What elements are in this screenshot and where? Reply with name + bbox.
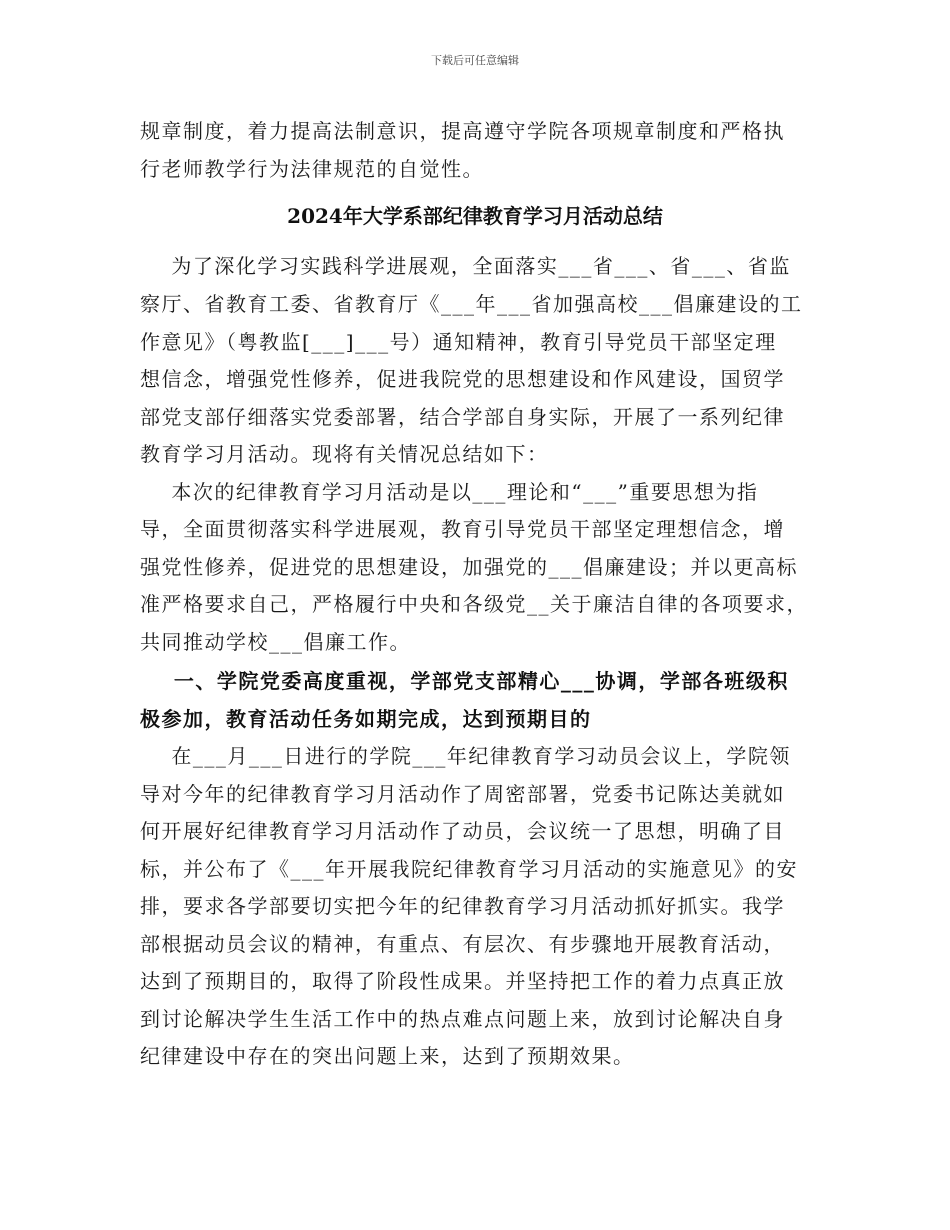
section-heading-line: 极参加，教育活动任务如期完成，达到预期目的 [140,707,592,731]
paragraph-line: 导对今年的纪律教育学习月活动作了周密部署，党委书记陈达美就如 [140,782,785,806]
paragraph-line: 为了深化学习实践科学进展观，全面落实___省___、省___、省监 [140,254,791,278]
paragraph-line: 标，并公布了《___年开展我院纪律教育学习月活动的实施意见》的安 [140,857,798,881]
paragraph-line: 在___月___日进行的学院___年纪律教育学习动员会议上，学院领 [140,744,791,768]
paragraph-line: 共同推动学校___倡廉工作。 [140,630,411,654]
paragraph-line: 达到了预期目的，取得了阶段性成果。并坚持把工作的着力点真正放 [140,969,785,993]
intro-line: 规章制度，着力提高法制意识，提高遵守学院各项规章制度和严格执 [140,119,785,143]
paragraph-line: 准严格要求自己，严格履行中央和各级党__关于廉洁自律的各项要求， [140,592,808,616]
paragraph-line: 到讨论解决学生生活工作中的热点难点问题上来，放到讨论解决自身 [140,1007,785,1031]
paragraph-line: 强党性修养，促进党的思想建设，加强党的___倡廉建设；并以更高标 [140,555,798,579]
document-title: 2024年大学系部纪律教育学习月活动总结 [287,204,663,228]
paragraph-line: 纪律建设中存在的突出问题上来，达到了预期效果。 [140,1044,635,1068]
paragraph-line: 察厅、省教育工委、省教育厅《___年___省加强高校___倡廉建设的工 [140,292,803,316]
page-header: 下载后可任意编辑 [431,54,519,67]
intro-line: 行老师教学行为法律规范的自觉性。 [140,157,484,181]
paragraph-line: 教育学习月活动。现将有关情况总结如下： [140,442,549,466]
paragraph-line: 排，要求各学部要切实把今年的纪律教育学习月活动抓好抓实。我学 [140,894,785,918]
section-heading-line: 一、学院党委高度重视，学部党支部精心___协调，学部各班级积 [140,669,789,693]
paragraph-line: 部党支部仔细落实党委部署，结合学部自身实际，开展了一系列纪律 [140,405,785,429]
paragraph-line: 想信念，增强党性修养，促进我院党的思想建设和作风建设，国贸学 [140,367,785,391]
paragraph-line: 作意见》（粤教监[___]___号）通知精神，教育引导党员干部坚定理 [140,330,777,354]
paragraph-line: 部根据动员会议的精神，有重点、有层次、有步骤地开展教育活动， [140,932,785,956]
paragraph-line: 何开展好纪律教育学习月活动作了动员，会议统一了思想，明确了目 [140,819,785,843]
paragraph-line: 导，全面贯彻落实科学进展观，教育引导党员干部坚定理想信念，增 [140,517,785,541]
paragraph-line: 本次的纪律教育学习月活动是以___理论和“___”重要思想为指 [140,480,759,504]
